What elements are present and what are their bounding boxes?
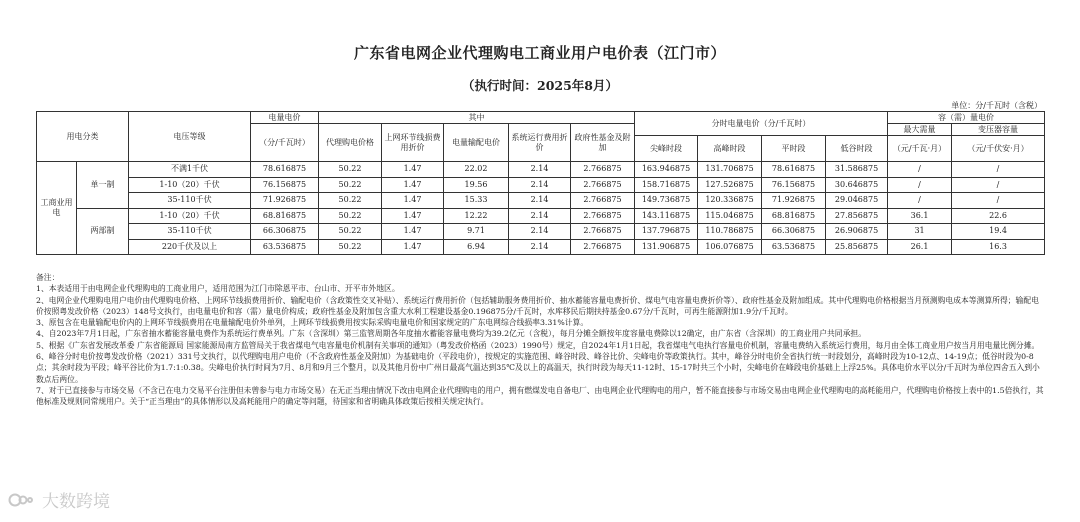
cell-transformer: / [952,193,1045,209]
cell-valley: 27.856875 [826,208,888,224]
cell-system: 2.14 [509,208,571,224]
cell-transformer: / [952,177,1045,193]
table-row [37,208,1045,224]
unit-label: 单位：分/千瓦时（含税） [951,101,1042,110]
note-item: 2、电网企业代理购电用户电价由代理购电价格、上网环节线损费用折价、输配电价（含政策性交叉补贴）、系统运行费用折价（包括辅助服务费用折价、抽水蓄能容量电费折价、煤电气电容量电费折价等）、政府性基金及附加组成。其中代理购电价格根据当月预测购电成本等测算所得；输配电价按照粤发改价格（2023）148号文执行，由电量电价和容（需）量电价构成；政府性基金及附加包含重大水利工程建设基金0.196875分/千瓦时，水库移民后期扶持基金0.67分/千瓦时，可再生能源附加1.9分/千瓦时。 [36,295,1039,316]
cell-demand: 31 [888,224,952,240]
cell-peak: 106.076875 [698,239,762,255]
cell-valley: 30.646875 [826,177,888,193]
header-price: 电量电价 [251,112,319,124]
note-item: 4、自2023年7月1日起，广东省抽水蓄能容量电费作为系统运行费单列。广东（含深圳）第三监管周期各年度抽水蓄能容量电费均为39.2亿元（含税），每月分摊全额按年度容量电费除以12确定，由广东省（含深圳）的工商业用户共同承担。 [36,329,866,339]
cell-proxy: 50.22 [319,177,382,193]
cell-voltage: 1-10（20）千伏 [129,177,251,193]
header-peak: 高峰时段 [698,136,762,162]
cell-sharp: 158.716875 [635,177,698,193]
cell-demand: / [888,193,952,209]
header-system: 系统运行费用折价 [509,124,571,162]
cell-sharp: 131.906875 [635,239,698,255]
cell-proxy: 50.22 [319,193,382,209]
cell-system: 2.14 [509,224,571,240]
header-proxy: 代理购电价格 [319,124,382,162]
header-flat: 平时段 [762,136,826,162]
cell-system: 2.14 [509,239,571,255]
cell-system: 2.14 [509,177,571,193]
cell-transformer: 19.4 [952,224,1045,240]
cell-fund: 2.766875 [571,208,635,224]
cell-fund: 2.766875 [571,193,635,209]
group-label: 工商业用电 [37,162,77,255]
cell-loss: 1.47 [382,177,444,193]
cell-proxy: 50.22 [319,239,382,255]
cell-peak: 120.336875 [698,193,762,209]
header-max-demand-unit: （元/千瓦·月） [888,136,952,162]
single-part-label: 单一制 [77,162,129,209]
cell-transformer: / [952,162,1045,178]
cell-flat: 76.156875 [762,177,826,193]
page-subtitle: （执行时间：2025年8月） [462,78,618,93]
cell-transmission: 22.02 [444,162,509,178]
cell-fund: 2.766875 [571,177,635,193]
watermark-logo-icon [8,490,36,510]
table-row [37,177,1045,193]
cell-fund: 2.766875 [571,224,635,240]
cell-valley: 25.856875 [826,239,888,255]
cell-peak: 127.526875 [698,177,762,193]
cell-loss: 1.47 [382,208,444,224]
cell-proxy: 50.22 [319,224,382,240]
table-row [37,239,1045,255]
header-transmission: 电量输配电价 [444,124,509,162]
header-loss: 上网环节线损费用折价 [382,124,444,162]
note-item: 6、峰谷分时电价按粤发改价格（2021）331号文执行，以代理购电用户电价（不含政府性基金及附加）为基础电价（平段电价），按规定的实施范围、峰谷时段、峰谷比价、尖峰电价等政策执行。其中，峰谷分时电价全省执行统一时段划分，高峰时段为10-12点、14-19点；低谷时段为0-8点；其余时段为平段；峰平谷比价为1.7:1:0.38。尖峰电价执行时间为7月、8月和9月三个整月，以及其他月份中广州日最高气温达到35℃及以上的高温天，执行时段为每天11-12时、15-17时共三个小时，尖峰电价在峰段电价基础上上浮25%。具体电价水平以分/千瓦时为单位四舍五入到小数点后两位。 [36,352,1040,384]
cell-sharp: 143.116875 [635,208,698,224]
cell-transformer: 16.3 [952,239,1045,255]
cell-valley: 31.586875 [826,162,888,178]
header-tou: 分时电量电价（分/千瓦时） [635,112,888,136]
header-capacity: 容（需）量电价 [888,112,1045,124]
cell-flat: 78.616875 [762,162,826,178]
cell-sharp: 137.796875 [635,224,698,240]
cell-price: 68.816875 [251,208,319,224]
watermark [8,487,110,512]
cell-sharp: 163.946875 [635,162,698,178]
cell-price: 63.536875 [251,239,319,255]
note-item: 5、根据《广东省发展改革委 广东省能源局 国家能源局南方监管局关于我省煤电气电容量电价机制有关事项的通知》（粤发改价格函（2023）1990号）规定，自2024年1月1日起，我省煤电气电执行容量电价机制，容量电费纳入系统运行费用，每月由全体工商业用户按当月用电量比例分摊。 [36,340,1040,350]
table-row [37,162,1045,178]
cell-peak: 110.786875 [698,224,762,240]
header-category: 用电分类 [37,112,129,162]
cell-transmission: 9.71 [444,224,509,240]
cell-flat: 71.926875 [762,193,826,209]
note-item: 7、对于已直接参与市场交易（不含已在电力交易平台注册但未曾参与电力市场交易）在无正当理由情况下改由电网企业代理购电的用户，拥有燃煤发电自备电厂、由电网企业代理购电的用户，暂不能直接参与市场交易由电网企业代理购电的高耗能用户，代理购电价格按上表中的1.5倍执行，其他标准及规则同常规用户。关于“正当理由”的具体情形以及高耗能用户的确定等问题，待国家和省明确具体政策后按相关规定执行。 [36,385,1044,407]
cell-voltage: 1-10（20）千伏 [129,208,251,224]
cell-price: 71.926875 [251,193,319,209]
header-transformer-unit: （元/千伏安·月） [952,136,1045,162]
table-row [37,224,1045,240]
note-item: 3、原包含在电量输配电价内的上网环节线损费用在电量输配电价外单列，上网环节线损费用按实际采购电量电价和国家规定的广东电网综合线损率3.31%计算。 [36,318,589,328]
cell-price: 66.306875 [251,224,319,240]
notes-heading: 备注： [36,273,60,282]
cell-loss: 1.47 [382,224,444,240]
header-voltage: 电压等级 [129,112,251,162]
header-price-unit: （分/千瓦时） [251,124,319,162]
header-max-demand: 最大需量 [888,124,952,136]
cell-valley: 29.046875 [826,193,888,209]
header-valley: 低谷时段 [826,136,888,162]
cell-fund: 2.766875 [571,162,635,178]
two-part-label: 两部制 [77,208,129,255]
cell-demand: 36.1 [888,208,952,224]
cell-system: 2.14 [509,193,571,209]
cell-sharp: 149.736875 [635,193,698,209]
cell-peak: 131.706875 [698,162,762,178]
cell-valley: 26.906875 [826,224,888,240]
cell-flat: 63.536875 [762,239,826,255]
cell-demand: / [888,177,952,193]
table-row [37,193,1045,209]
cell-system: 2.14 [509,162,571,178]
cell-peak: 115.046875 [698,208,762,224]
cell-proxy: 50.22 [319,162,382,178]
cell-transformer: 22.6 [952,208,1045,224]
cell-loss: 1.47 [382,162,444,178]
cell-transmission: 19.56 [444,177,509,193]
header-sharp: 尖峰时段 [635,136,698,162]
cell-loss: 1.47 [382,239,444,255]
cell-demand: 26.1 [888,239,952,255]
cell-price: 76.156875 [251,177,319,193]
notes-section [36,272,1046,408]
header-fund: 政府性基金及附加 [571,124,635,162]
watermark-text: 大数跨境 [42,492,110,512]
tariff-table [36,111,1045,255]
page-title: 广东省电网企业代理购电工商业用户电价表（江门市） [353,44,726,62]
cell-transmission: 15.33 [444,193,509,209]
cell-proxy: 50.22 [319,208,382,224]
cell-price: 78.616875 [251,162,319,178]
header-among: 其中 [319,112,635,124]
cell-transmission: 12.22 [444,208,509,224]
cell-loss: 1.47 [382,193,444,209]
header-transformer: 变压器容量 [952,124,1045,136]
cell-fund: 2.766875 [571,239,635,255]
cell-voltage: 35-110千伏 [129,224,251,240]
cell-demand: / [888,162,952,178]
cell-voltage: 35-110千伏 [129,193,251,209]
note-item: 1、本表适用于由电网企业代理购电的工商业用户，适用范围为江门市除恩平市、台山市、开平市外地区。 [36,284,400,294]
cell-flat: 68.816875 [762,208,826,224]
cell-voltage: 220千伏及以上 [129,239,251,255]
cell-transmission: 6.94 [444,239,509,255]
cell-flat: 66.306875 [762,224,826,240]
cell-voltage: 不满1千伏 [129,162,251,178]
